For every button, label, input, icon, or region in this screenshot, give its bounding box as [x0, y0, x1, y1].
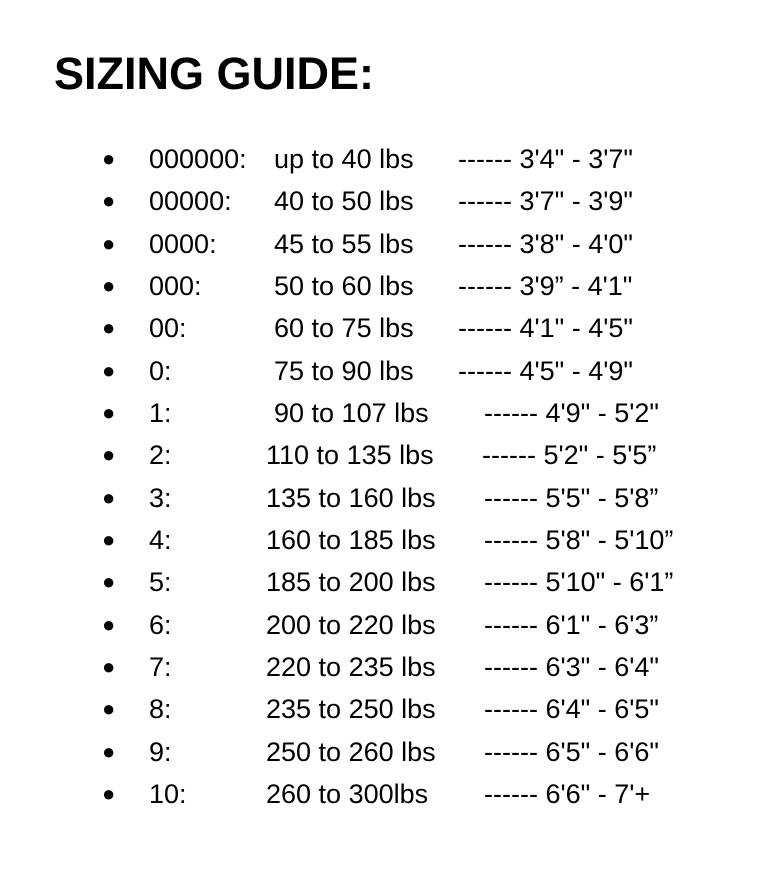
- list-item: [0, 604, 778, 646]
- list-item: [0, 350, 778, 392]
- bullet-icon: ●: [102, 527, 116, 553]
- height-range: ------ 5'5" - 5'8”: [484, 482, 659, 513]
- bullet-icon: ●: [102, 442, 116, 468]
- size-label: 00:: [149, 313, 187, 344]
- size-label: 000000:: [149, 144, 247, 174]
- size-label: 1:: [149, 398, 172, 429]
- bullet-icon: ●: [102, 696, 116, 722]
- size-label: 6:: [149, 609, 172, 640]
- weight-range: 45 to 55 lbs: [274, 228, 414, 259]
- height-range: ------ 6'1" - 6'3”: [484, 609, 659, 640]
- bullet-icon: ●: [102, 400, 116, 426]
- size-label: 2:: [149, 440, 172, 471]
- height-range: ------ 4'9" - 5'2": [484, 398, 659, 429]
- height-range: ------ 6'4" - 6'5": [484, 694, 659, 725]
- size-label: 000:: [149, 271, 202, 302]
- bullet-icon: ●: [102, 357, 116, 383]
- list-item: [0, 561, 778, 603]
- weight-range: 60 to 75 lbs: [274, 313, 414, 344]
- list-item: [0, 434, 778, 476]
- size-label: 0:: [149, 355, 172, 386]
- list-item: [0, 392, 778, 434]
- size-label: 5:: [149, 567, 172, 598]
- list-item: [0, 223, 778, 265]
- size-label: 7:: [149, 652, 172, 683]
- list-item: [0, 265, 778, 307]
- weight-range: 50 to 60 lbs: [274, 271, 414, 302]
- bullet-icon: ●: [102, 611, 116, 637]
- list-item: [0, 180, 778, 222]
- list-item: [0, 519, 778, 561]
- size-label: 4:: [149, 525, 172, 556]
- weight-range: 40 to 50 lbs: [274, 186, 414, 217]
- weight-range: 220 to 235 lbs: [266, 652, 436, 683]
- height-range: ------ 3'7" - 3'9": [458, 186, 633, 217]
- weight-range: 75 to 90 lbs: [274, 355, 414, 386]
- bullet-icon: ●: [102, 654, 116, 680]
- weight-range: 260 to 300lbs: [266, 779, 429, 810]
- sizing-list: [0, 138, 778, 816]
- bullet-icon: ●: [102, 230, 116, 256]
- height-range: ------ 5'10" - 6'1”: [484, 567, 674, 598]
- weight-range: 90 to 107 lbs: [274, 398, 429, 429]
- size-label: 10:: [149, 779, 187, 810]
- list-item: [0, 773, 778, 815]
- page-title: SIZING GUIDE:: [54, 48, 375, 99]
- height-range: ------ 5'8" - 5'10”: [484, 525, 674, 556]
- height-range: ------ 3'9” - 4'1": [458, 271, 633, 302]
- weight-range: 235 to 250 lbs: [266, 694, 436, 725]
- bullet-icon: ●: [102, 315, 116, 341]
- bullet-icon: ●: [102, 738, 116, 764]
- height-range: ------ 3'8" - 4'0": [458, 228, 633, 259]
- size-label: 0000:: [149, 228, 217, 259]
- weight-range: 200 to 220 lbs: [266, 609, 436, 640]
- size-label: 00000:: [149, 186, 232, 217]
- list-item: [0, 646, 778, 688]
- weight-range: 110 to 135 lbs: [266, 440, 434, 471]
- bullet-icon: ●: [102, 781, 116, 807]
- list-item: [0, 307, 778, 349]
- height-range: ------ 3'4" - 3'7": [458, 144, 633, 174]
- height-range: ------ 6'3" - 6'4": [484, 652, 659, 683]
- bullet-icon: ●: [102, 484, 116, 510]
- height-range: ------ 4'5" - 4'9": [458, 355, 633, 386]
- height-range: ------ 5'2" - 5'5”: [482, 440, 657, 471]
- list-item: [0, 688, 778, 730]
- height-range: ------ 4'1" - 4'5": [458, 313, 633, 344]
- bullet-icon: ●: [102, 273, 116, 299]
- list-item: [0, 138, 778, 180]
- size-label: 9:: [149, 736, 172, 767]
- height-range: ------ 6'6" - 7'+: [484, 779, 651, 810]
- weight-range: 160 to 185 lbs: [266, 525, 436, 556]
- weight-range: 250 to 260 lbs: [266, 736, 436, 767]
- weight-range: 185 to 200 lbs: [266, 567, 436, 598]
- weight-range: up to 40 lbs: [274, 144, 414, 174]
- bullet-icon: ●: [102, 188, 116, 214]
- height-range: ------ 6'5" - 6'6": [484, 736, 659, 767]
- size-label: 3:: [149, 482, 172, 513]
- size-label: 8:: [149, 694, 172, 725]
- bullet-icon: ●: [102, 146, 116, 171]
- list-item: [0, 731, 778, 773]
- bullet-icon: ●: [102, 569, 116, 595]
- weight-range: 135 to 160 lbs: [266, 482, 436, 513]
- list-item: [0, 477, 778, 519]
